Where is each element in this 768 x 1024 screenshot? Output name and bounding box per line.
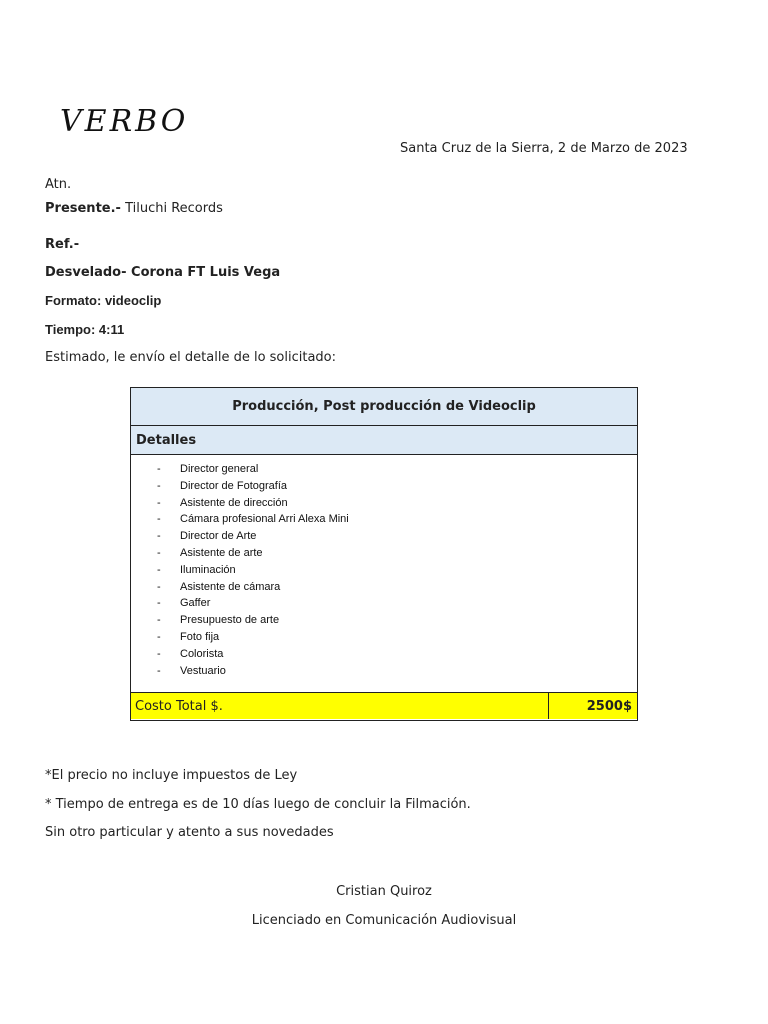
company-logo: VERBO <box>60 104 189 139</box>
recipient-name: Tiluchi Records <box>125 201 223 216</box>
list-bullet: - <box>157 664 161 677</box>
intro-text: Estimado, le envío el detalle de lo solicitado: <box>45 350 337 365</box>
list-bullet: - <box>157 614 161 627</box>
list-item-text: Director de Fotografía <box>180 479 287 492</box>
list-item-text: Vestuario <box>180 664 226 677</box>
list-bullet: - <box>157 546 161 559</box>
list-bullet: - <box>157 513 161 526</box>
quote-table <box>130 387 638 721</box>
list-item-text: Iluminación <box>180 563 236 576</box>
recipient-label: Presente.- <box>45 201 121 216</box>
reference-format: Formato: videoclip <box>45 293 162 308</box>
total-row <box>131 693 637 719</box>
list-item <box>157 461 349 478</box>
list-item-text: Presupuesto de arte <box>180 614 280 627</box>
details-list-cell <box>131 455 637 693</box>
list-item-text: Gaffer <box>180 597 211 610</box>
list-item <box>157 646 349 663</box>
list-bullet: - <box>157 580 161 593</box>
list-bullet: - <box>157 530 161 543</box>
list-item <box>157 629 349 646</box>
details-list <box>157 461 349 679</box>
list-item <box>157 528 349 545</box>
list-item <box>157 495 349 512</box>
note-delivery: * Tiempo de entrega es de 10 días luego de concluir la Filmación. <box>45 797 471 812</box>
list-item-text: Asistente de dirección <box>180 496 288 509</box>
list-item <box>157 511 349 528</box>
date-line: Santa Cruz de la Sierra, 2 de Marzo de 2023 <box>400 141 688 156</box>
list-item-text: Director de Arte <box>180 530 257 543</box>
list-item <box>157 663 349 680</box>
list-item <box>157 478 349 495</box>
note-taxes: *El precio no incluye impuestos de Ley <box>45 768 298 783</box>
list-bullet: - <box>157 496 161 509</box>
list-item-text: Asistente de arte <box>180 546 263 559</box>
list-bullet: - <box>157 630 161 643</box>
list-item <box>157 579 349 596</box>
list-item-text: Cámara profesional Arri Alexa Mini <box>180 513 349 526</box>
attention-label: Atn. <box>45 177 72 192</box>
signature-title: Licenciado en Comunicación Audiovisual <box>251 913 517 928</box>
list-item-text: Asistente de cámara <box>180 580 281 593</box>
total-value: 2500$ <box>586 698 632 714</box>
list-bullet: - <box>157 597 161 610</box>
list-item-text: Director general <box>180 463 259 475</box>
signature-name: Cristian Quiroz <box>336 884 432 899</box>
list-bullet: - <box>157 479 161 492</box>
quote-table-title: Producción, Post producción de Videoclip <box>131 388 637 426</box>
list-bullet: - <box>157 647 161 660</box>
list-item <box>157 612 349 629</box>
list-item-text: Colorista <box>180 647 224 660</box>
reference-title: Desvelado- Corona FT Luis Vega <box>45 265 281 280</box>
list-item <box>157 595 349 612</box>
reference-duration: Tiempo: 4:11 <box>45 322 125 337</box>
closing-line: Sin otro particular y atento a sus novedades <box>45 825 334 840</box>
list-item-text: Foto fija <box>180 630 220 643</box>
details-header: Detalles <box>131 426 637 455</box>
list-item <box>157 562 349 579</box>
recipient-line <box>45 201 223 216</box>
list-bullet: - <box>157 463 161 475</box>
reference-label: Ref.- <box>45 237 80 252</box>
list-item <box>157 545 349 562</box>
total-label: Costo Total $. <box>131 693 549 719</box>
list-bullet: - <box>157 563 161 576</box>
